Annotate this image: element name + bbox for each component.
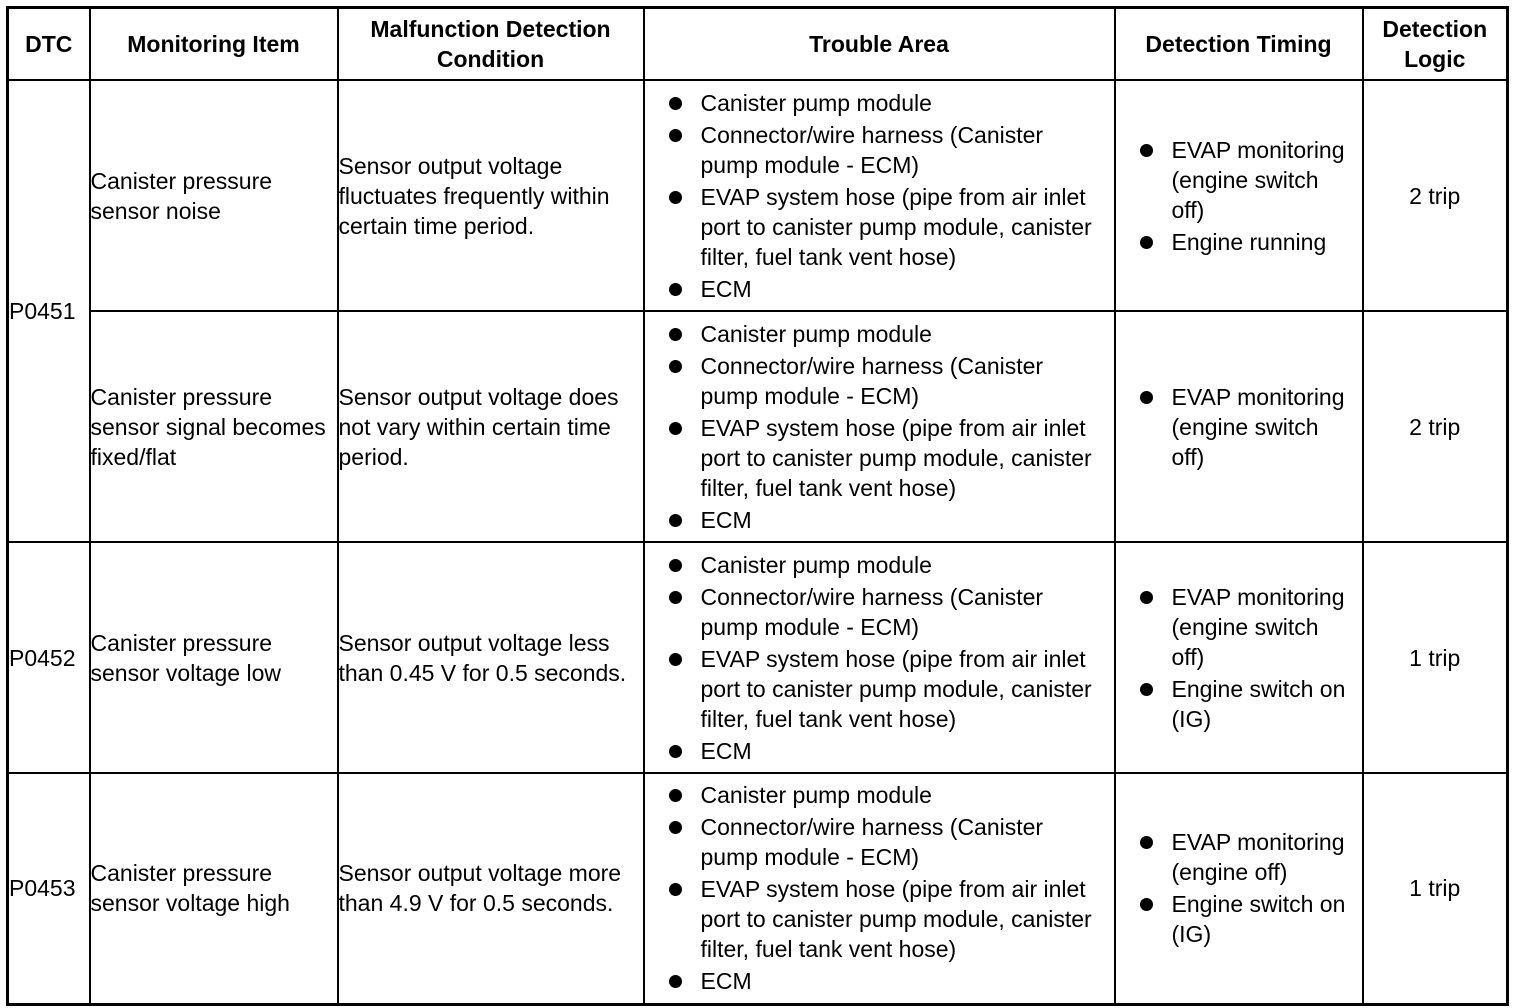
trouble-area-list: [645, 780, 1114, 996]
bullet-icon: [669, 129, 682, 142]
list-item: Connector/wire harness (Canister pump module - ECM): [645, 582, 1114, 642]
header-row: [8, 8, 1508, 81]
bullet-icon: [669, 328, 682, 341]
detection-logic: 1 trip: [1363, 542, 1508, 773]
bullet-icon: [669, 97, 682, 110]
list-item: ECM: [645, 505, 1114, 535]
list-item: EVAP system hose (pipe from air inlet port to canister pump module, canister filter, fuel tank vent hose): [645, 874, 1114, 964]
list-item: EVAP monitoring (engine switch off): [1116, 382, 1362, 472]
table-row: [8, 542, 1508, 773]
list-item: Engine switch on (IG): [1116, 889, 1362, 949]
list-item: EVAP monitoring (engine off): [1116, 827, 1362, 887]
bullet-icon: [669, 591, 682, 604]
detection-timing-list: [1116, 582, 1362, 734]
detection-timing: [1115, 80, 1363, 311]
header-dtc: DTC: [8, 8, 90, 81]
table-row: [8, 80, 1508, 311]
header-detection-timing: Detection Timing: [1115, 8, 1363, 81]
bullet-icon: [669, 559, 682, 572]
list-item: Engine running: [1116, 227, 1362, 257]
malfunction-condition: Sensor output voltage less than 0.45 V for 0.5 seconds.: [338, 542, 644, 773]
trouble-area: [644, 542, 1115, 773]
malfunction-condition: Sensor output voltage fluctuates frequently within certain time period.: [338, 80, 644, 311]
list-item: EVAP system hose (pipe from air inlet port to canister pump module, canister filter, fuel tank vent hose): [645, 413, 1114, 503]
detection-logic: 2 trip: [1363, 311, 1508, 542]
trouble-area-list: [645, 88, 1114, 304]
list-item: EVAP system hose (pipe from air inlet port to canister pump module, canister filter, fuel tank vent hose): [645, 182, 1114, 272]
list-item: Canister pump module: [645, 550, 1114, 580]
bullet-icon: [1140, 591, 1153, 604]
bullet-icon: [1140, 144, 1153, 157]
monitoring-item: Canister pressure sensor noise: [90, 80, 338, 311]
detection-timing: [1115, 311, 1363, 542]
detection-timing-list: [1116, 382, 1362, 472]
detection-timing: [1115, 773, 1363, 1004]
detection-logic: 1 trip: [1363, 773, 1508, 1004]
table-row: [8, 311, 1508, 542]
list-item: Canister pump module: [645, 88, 1114, 118]
list-item: Connector/wire harness (Canister pump module - ECM): [645, 812, 1114, 872]
bullet-icon: [669, 975, 682, 988]
list-item: Connector/wire harness (Canister pump module - ECM): [645, 120, 1114, 180]
bullet-icon: [669, 360, 682, 373]
list-item: Connector/wire harness (Canister pump module - ECM): [645, 351, 1114, 411]
dtc-table: [6, 6, 1509, 1006]
bullet-icon: [669, 789, 682, 802]
trouble-area-list: [645, 319, 1114, 535]
detection-timing-list: [1116, 827, 1362, 949]
malfunction-condition: Sensor output voltage does not vary within certain time period.: [338, 311, 644, 542]
list-item: Canister pump module: [645, 780, 1114, 810]
list-item: EVAP monitoring (engine switch off): [1116, 582, 1362, 672]
trouble-area: [644, 773, 1115, 1004]
dtc-code: P0452: [8, 542, 90, 773]
bullet-icon: [669, 745, 682, 758]
detection-timing: [1115, 542, 1363, 773]
trouble-area: [644, 311, 1115, 542]
header-malfunction-condition: Malfunction Detection Condition: [338, 8, 644, 81]
trouble-area-list: [645, 550, 1114, 766]
bullet-icon: [669, 283, 682, 296]
list-item: ECM: [645, 736, 1114, 766]
list-item: ECM: [645, 274, 1114, 304]
bullet-icon: [669, 191, 682, 204]
bullet-icon: [669, 883, 682, 896]
list-item: EVAP system hose (pipe from air inlet port to canister pump module, canister filter, fuel tank vent hose): [645, 644, 1114, 734]
monitoring-item: Canister pressure sensor voltage high: [90, 773, 338, 1004]
header-trouble-area: Trouble Area: [644, 8, 1115, 81]
list-item: EVAP monitoring (engine switch off): [1116, 135, 1362, 225]
bullet-icon: [1140, 683, 1153, 696]
detection-timing-list: [1116, 135, 1362, 257]
header-monitoring-item: Monitoring Item: [90, 8, 338, 81]
bullet-icon: [1140, 836, 1153, 849]
dtc-code: P0451: [8, 80, 90, 542]
bullet-icon: [1140, 236, 1153, 249]
malfunction-condition: Sensor output voltage more than 4.9 V for 0.5 seconds.: [338, 773, 644, 1004]
monitoring-item: Canister pressure sensor voltage low: [90, 542, 338, 773]
bullet-icon: [669, 821, 682, 834]
dtc-code: P0453: [8, 773, 90, 1004]
list-item: Canister pump module: [645, 319, 1114, 349]
monitoring-item: Canister pressure sensor signal becomes fixed/flat: [90, 311, 338, 542]
bullet-icon: [669, 422, 682, 435]
bullet-icon: [669, 653, 682, 666]
header-detection-logic: Detection Logic: [1363, 8, 1508, 81]
list-item: Engine switch on (IG): [1116, 674, 1362, 734]
bullet-icon: [1140, 898, 1153, 911]
detection-logic: 2 trip: [1363, 80, 1508, 311]
list-item: ECM: [645, 966, 1114, 996]
bullet-icon: [669, 514, 682, 527]
table-row: [8, 773, 1508, 1004]
bullet-icon: [1140, 391, 1153, 404]
trouble-area: [644, 80, 1115, 311]
